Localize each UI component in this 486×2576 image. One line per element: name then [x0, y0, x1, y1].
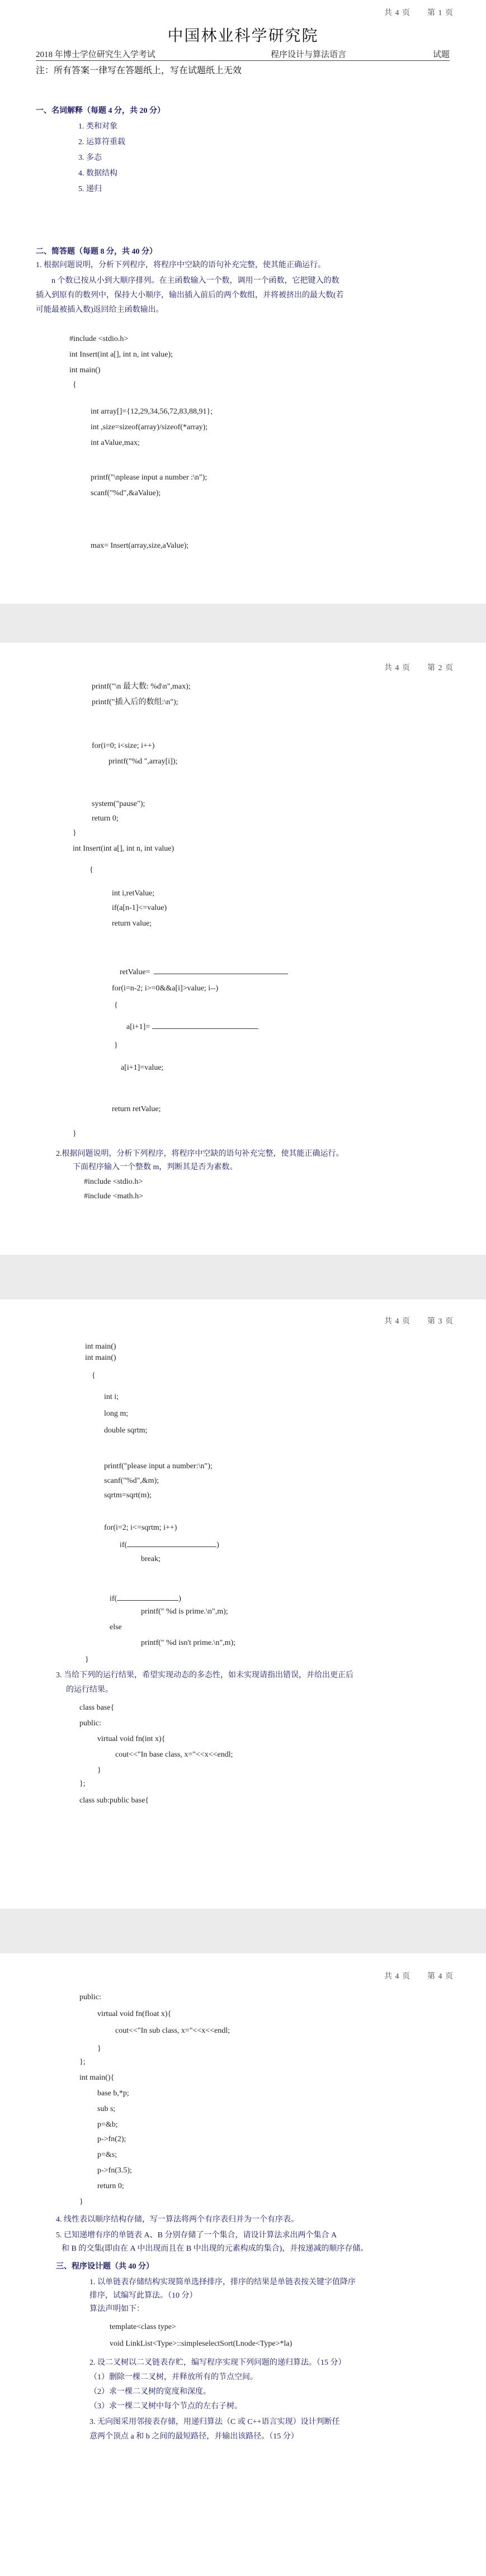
page-3 [0, 1299, 486, 1909]
term-item: 3. 多态 [78, 154, 102, 162]
exam-header-subject: 程序设计与算法语言 [271, 50, 347, 59]
code-line: { [114, 1001, 118, 1009]
code-line: #include <stdio.h> [84, 1178, 143, 1186]
code-line: int array[]={12,29,34,56,72,83,88,91}; [91, 407, 213, 416]
code-line: a[i+1]=value; [121, 1064, 164, 1072]
code-line: printf(" %d isn't prime.\n",m); [141, 1639, 236, 1647]
code-line: int aValue,max; [91, 439, 140, 447]
code-line: printf("%d ",array[i]); [108, 757, 178, 766]
code-line: int Insert(int a[], int n, int value); [69, 350, 173, 359]
code-line: public: [79, 1719, 101, 1728]
code-line: int Insert(int a[], int n, int value) [73, 845, 174, 853]
question-text: 3. 当给下列的运行结果，希望实现动态的多态性，如未实现请指出错误，并给出更正后 [56, 1671, 353, 1680]
code-line: for(i=n-2; i>=0&&a[i]>value; i--) [112, 984, 219, 993]
code-line: int i; [104, 1393, 119, 1401]
code-line: printf(" %d is prime.\n",m); [141, 1607, 228, 1616]
code-line: system("pause"); [92, 800, 145, 808]
code-line: printf("\n 最大数: %d\n",max); [92, 682, 191, 691]
code-line: }; [79, 2058, 86, 2066]
code-text: retValue= [120, 968, 150, 976]
code-line: cout<<"In base class, x="<<x<<endl; [115, 1750, 233, 1759]
code-line: p=&b; [97, 2120, 118, 2129]
code-line: cout<<"In sub class, x="<<x<<endl; [115, 2027, 230, 2035]
code-line: base b,*p; [97, 2089, 129, 2098]
section-3-title: 三、程序设计题（共 40 分） [56, 2262, 154, 2271]
question-text: 3. 无向图采用邻接表存储，用递归算法（C 或 C++语言实现）设计判断任 [89, 2418, 340, 2426]
blank-underline [117, 1592, 178, 1601]
blank-underline [152, 1021, 258, 1029]
code-line: scanf("%d",&m); [104, 1477, 159, 1485]
code-line: printf("\nplease input a number :\n"); [91, 473, 207, 482]
question-text: n 个数已按从小到大顺序排列。在主函数输入一个数，调用一个函数，它把键入的数 [51, 277, 339, 285]
code-line: int i,retValue; [112, 889, 155, 898]
page-4 [0, 1953, 486, 2576]
code-line: sub s; [97, 2105, 116, 2113]
code-line: p=&s; [97, 2151, 117, 2159]
page-number: 共 4 页 第 3 页 [384, 1317, 454, 1326]
term-item: 1. 类和对象 [78, 122, 117, 131]
question-text: 1. 根据问题说明，分析下列程序，将程序中空缺的语句补充完整，使其能正确运行。 [36, 261, 325, 269]
code-line: { [92, 1372, 96, 1380]
code-line: for(i=0; i<size; i++) [92, 742, 155, 750]
code-line: return retValue; [112, 1105, 161, 1113]
code-line: int main(){ [79, 2074, 115, 2082]
question-text: （3）求一棵二叉树中每个节点的左右子树。 [89, 2402, 242, 2411]
question-text: 插入到原有的数列中，保持大小顺序，输出插入前后的两个数组，并将被挤出的最大数(若 [36, 291, 344, 300]
blank-underline [154, 966, 288, 974]
code-line: int ,size=sizeof(array)/sizeof(*array); [91, 423, 208, 431]
code-line: int main() [69, 366, 101, 374]
code-line: } [85, 1655, 89, 1664]
code-line: int main() [85, 1354, 116, 1362]
code-text: a[i+1]= [126, 1023, 150, 1031]
code-line: void LinkList<Type>::simpleselectSort(Lnode<Type>*la) [110, 2340, 292, 2348]
code-line: class base{ [79, 1704, 115, 1712]
blank-line [126, 1021, 258, 1032]
page-2 [0, 643, 486, 1255]
question-text: （1）删除一棵二叉树，并释放所有的节点空间。 [89, 2373, 258, 2382]
page-1 [0, 0, 486, 604]
exam-header-right: 试题 [432, 50, 450, 59]
code-line: template<class type> [110, 2323, 176, 2331]
code-line: if(a[n-1]<=value) [112, 904, 167, 912]
code-line: int main() [85, 1342, 116, 1351]
code-line: else [110, 1623, 122, 1631]
code-line: } [79, 2198, 83, 2206]
code-text: if( [120, 1541, 128, 1549]
code-line: } [73, 829, 77, 837]
code-line: public: [79, 1993, 101, 2001]
code-line: break; [141, 1555, 161, 1563]
question-text: 意两个顶点 a 和 b 之间的最短路径，并输出该路径。（15 分） [89, 2432, 299, 2441]
section-1-title: 一、名词解释（每题 4 分，共 20 分） [36, 107, 165, 115]
page-number: 共 4 页 第 2 页 [384, 664, 454, 672]
code-line: double sqrtm; [104, 1426, 148, 1435]
code-line: { [73, 381, 77, 389]
code-line: } [97, 2044, 101, 2053]
term-item: 4. 数据结构 [78, 169, 117, 178]
code-line: p->fn(2); [97, 2135, 126, 2143]
code-line: virtual void fn(float x){ [97, 2010, 172, 2018]
code-line: printf("please input a number:\n"); [104, 1462, 213, 1470]
code-line: sqrtm=sqrt(m); [104, 1491, 152, 1500]
code-text: ) [178, 1595, 181, 1603]
code-line: class sub:public base{ [79, 1796, 149, 1805]
code-line: for(i=2; i<=sqrtm; i++) [104, 1524, 177, 1532]
code-line: } [114, 1041, 118, 1050]
blank-line [120, 1539, 219, 1550]
exam-header [36, 48, 450, 60]
code-line: max= Insert(array,size,aValue); [91, 542, 189, 550]
document-title: 中国林业科学研究院 [167, 27, 319, 45]
question-text: 和 B 的交集(即由在 A 中出现而且在 B 中出现的元素构成的集合)，并按递减的顺序存储。 [62, 2245, 369, 2253]
header-rule [36, 60, 450, 61]
code-line: #include <stdio.h> [69, 335, 129, 343]
code-line: p->fn(3.5); [97, 2166, 132, 2175]
code-line: printf("插入后的数组:\n"); [92, 698, 178, 706]
question-text: 的运行结果。 [66, 1686, 113, 1694]
code-line: { [89, 866, 93, 874]
blank-line [120, 966, 288, 978]
question-text: 可能最被插入数)返回给主函数输出。 [36, 306, 164, 314]
page-number: 共 4 页 第 1 页 [384, 9, 454, 17]
code-line: virtual void fn(int x){ [97, 1735, 166, 1743]
exam-header-left: 2018 年博士学位研究生入学考试 [36, 50, 155, 59]
code-text: ) [216, 1541, 219, 1549]
question-text: 2.根据问题说明，分析下列程序，将程序中空缺的语句补充完整，使其能正确运行。 [56, 1150, 344, 1158]
code-line: return 0; [92, 814, 119, 823]
code-line: }; [79, 1780, 86, 1788]
term-item: 5. 递归 [78, 185, 102, 193]
code-line: long m; [104, 1410, 129, 1418]
code-line: return value; [112, 919, 152, 928]
term-item: 2. 运算符重载 [78, 138, 125, 146]
question-text: （2）求一棵二叉树的宽度和深度。 [89, 2388, 211, 2396]
code-text: if( [110, 1595, 117, 1603]
code-line: #include <math.h> [84, 1192, 143, 1201]
question-text: 1. 以单链表存储结构实现简单选择排序，排序的结果是单链表按关键字值降序 [89, 2278, 356, 2286]
question-text: 下面程序输入一个整数 m，判断其是否为素数。 [73, 1163, 238, 1171]
notice: 注：所有答案一律写在答题纸上，写在试题纸上无效 [36, 66, 242, 75]
question-text: 4. 线性表以顺序结构存储，写一算法将两个有序表归并为一个有序表。 [56, 2216, 299, 2224]
question-text: 算法声明如下： [89, 2305, 144, 2313]
code-line: return 0; [97, 2182, 124, 2190]
blank-underline [127, 1539, 216, 1547]
blank-line [110, 1592, 181, 1604]
section-2-title: 二、简答题（每题 8 分，共 40 分） [36, 248, 157, 256]
code-line: scanf("%d",&aValue); [91, 489, 161, 497]
question-text: 2. 设二叉树以二叉链表存贮，编写程序实现下列问题的递归算法。（15 分） [89, 2359, 346, 2367]
code-line: } [73, 1130, 77, 1138]
page-number: 共 4 页 第 4 页 [384, 1972, 454, 1981]
code-line: } [97, 1766, 101, 1775]
question-text: 5. 已知递增有序的单链表 A、B 分别存储了一个集合，请设计算法求出两个集合 A [56, 2231, 337, 2240]
question-text: 排序，试编写此算法。（10 分） [89, 2292, 197, 2300]
